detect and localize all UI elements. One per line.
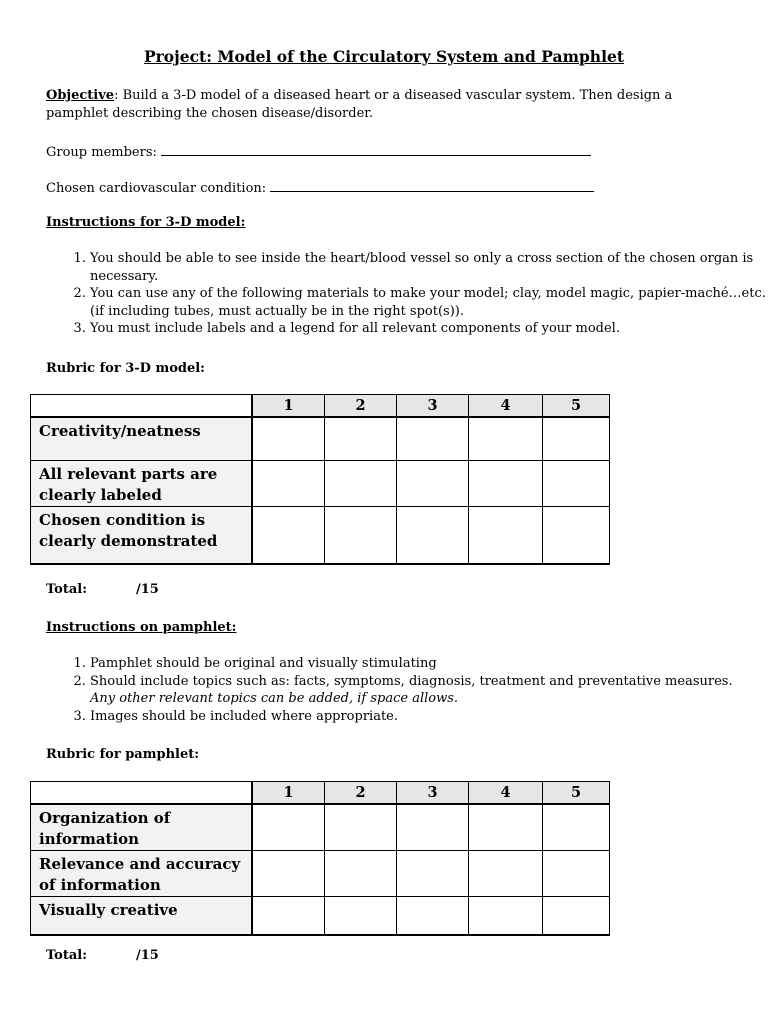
score-header: 1 [252,395,325,418]
model-rubric-table [30,394,610,565]
score-cell[interactable] [252,851,325,897]
score-cell[interactable] [252,460,325,506]
score-cell[interactable] [252,417,325,460]
table-row [31,851,610,897]
total-value: /15 [136,582,159,597]
score-header: 1 [252,782,325,805]
score-cell[interactable] [469,897,543,935]
score-cell[interactable] [543,804,610,851]
score-cell[interactable] [543,460,610,506]
group-members-blank[interactable] [161,142,591,156]
criterion-cell: Relevance and accuracy of information [31,851,253,897]
score-cell[interactable] [325,851,397,897]
score-cell[interactable] [397,417,469,460]
score-header: 4 [469,782,543,805]
condition-blank[interactable] [270,178,594,192]
score-cell[interactable] [397,851,469,897]
objective-paragraph [46,87,736,122]
score-cell[interactable] [543,417,610,460]
score-cell[interactable] [397,804,469,851]
table-row [31,897,610,935]
score-cell[interactable] [325,506,397,564]
group-members-line [46,142,736,162]
criterion-cell: Creativity/neatness [31,417,253,460]
list-item [90,673,768,708]
model-rubric-heading: Rubric for 3-D model: [46,361,205,376]
score-cell[interactable] [397,506,469,564]
score-cell[interactable] [543,506,610,564]
group-members-label: Group members: [46,145,157,160]
table-row [31,417,610,460]
score-cell[interactable] [325,417,397,460]
score-cell[interactable] [397,897,469,935]
score-cell[interactable] [325,897,397,935]
score-header: 5 [543,395,610,418]
score-cell[interactable] [469,851,543,897]
list-item-text: Should include topics such as: facts, symptoms, diagnosis, treatment and preventative measures. [90,673,733,689]
table-row [31,460,610,506]
score-cell[interactable] [469,804,543,851]
score-cell[interactable] [325,460,397,506]
criteria-header-cell [31,395,253,418]
score-cell[interactable] [252,506,325,564]
score-header: 5 [543,782,610,805]
pamphlet-rubric-table [30,781,610,936]
score-header-row [31,395,610,418]
score-cell[interactable] [252,804,325,851]
score-header: 2 [325,395,397,418]
score-header: 2 [325,782,397,805]
score-header: 4 [469,395,543,418]
page-title: Project: Model of the Circulatory System and Pamphlet [143,47,624,66]
objective-label: Objective [46,88,115,103]
total-value: /15 [136,948,159,963]
criterion-cell: Chosen condition is clearly demonstrated [31,506,253,564]
objective-text: : Build a 3-D model of a diseased heart or a diseased vascular system. Then design a pamphlet describing the chosen disease/disorder. [46,88,673,121]
total-label: Total: [46,948,88,963]
criterion-cell: Organization of information [31,804,253,851]
criteria-header-cell [31,782,253,805]
total-label: Total: [46,582,88,597]
list-item-note: Any other relevant topics can be added, if space allows. [90,691,459,706]
table-row [31,804,610,851]
score-header-row [31,782,610,805]
list-item: 1. Pamphlet should be original and visually stimulating [90,655,768,673]
pamphlet-instructions-heading: Instructions on pamphlet: [46,620,237,635]
list-item: 3. Images should be included where appropriate. [90,708,768,726]
score-cell[interactable] [543,851,610,897]
score-cell[interactable] [469,506,543,564]
list-item: 2. You can use any of the following materials to make your model; clay, model magic, papier-maché…etc. (if including tubes, must actually be in the right spot(s)). [90,285,768,320]
score-header: 3 [397,782,469,805]
pamphlet-instructions-list [46,655,768,725]
score-cell[interactable] [252,897,325,935]
score-cell[interactable] [325,804,397,851]
criterion-cell: Visually creative [31,897,253,935]
score-header: 3 [397,395,469,418]
condition-line [46,178,736,198]
list-item: 3. You must include labels and a legend for all relevant components of your model. [90,320,768,338]
criterion-cell: All relevant parts are clearly labeled [31,460,253,506]
pamphlet-total [46,948,159,963]
score-cell[interactable] [543,897,610,935]
score-cell[interactable] [397,460,469,506]
table-row [31,506,610,564]
model-instructions-list [46,250,768,338]
score-cell[interactable] [469,460,543,506]
model-total [46,582,159,597]
list-item: 1. You should be able to see inside the heart/blood vessel so only a cross section of the chosen organ is necessary. [90,250,768,285]
model-instructions-heading: Instructions for 3-D model: [46,215,246,230]
score-cell[interactable] [469,417,543,460]
pamphlet-rubric-heading: Rubric for pamphlet: [46,747,200,762]
condition-label: Chosen cardiovascular condition: [46,181,267,196]
